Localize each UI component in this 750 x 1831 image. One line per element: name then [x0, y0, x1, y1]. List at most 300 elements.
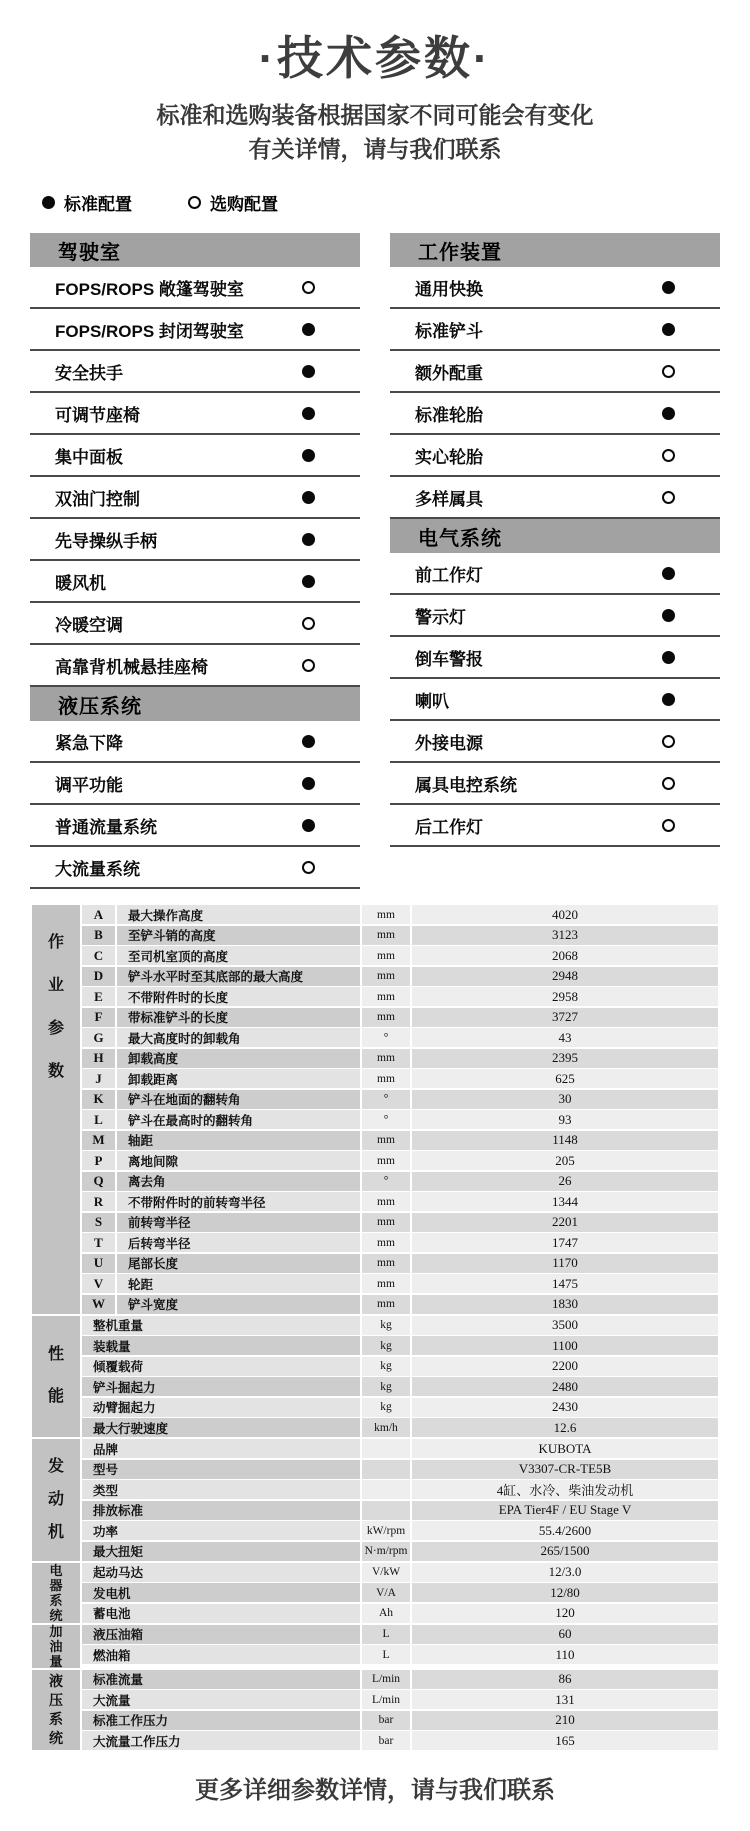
value-cell: 110: [412, 1645, 718, 1664]
table-row: [82, 1090, 718, 1109]
table-row: [82, 1583, 718, 1602]
spec-group-label-char: 器: [49, 1577, 63, 1593]
spec-group-label: [32, 1439, 80, 1561]
feature-item-label: 高靠背机械悬挂座椅: [55, 657, 208, 677]
feature-item-label: 双油门控制: [55, 489, 140, 509]
unit-cell: mm: [362, 1274, 410, 1293]
parameter-name-cell: 前转弯半径: [117, 1213, 360, 1232]
parameter-name-cell: 排放标准: [82, 1501, 360, 1520]
parameter-name-cell: 类型: [82, 1480, 360, 1499]
unit-cell: °: [362, 1172, 410, 1191]
parameter-name-cell: 大流量工作压力: [82, 1731, 360, 1750]
spec-group-label-char: 参: [47, 1020, 64, 1037]
table-row: [82, 1110, 718, 1129]
parameter-name-cell: 倾覆载荷: [82, 1357, 360, 1376]
unit-cell: L/min: [362, 1690, 410, 1709]
unit-cell: mm: [362, 1069, 410, 1088]
parameter-name-cell: 标准工作压力: [82, 1711, 360, 1730]
parameter-name-cell: 发电机: [82, 1583, 360, 1602]
parameter-name-cell: 卸载高度: [117, 1049, 360, 1068]
spec-group-rows: [82, 1563, 718, 1623]
table-row: [82, 1690, 718, 1709]
table-row: [82, 1501, 718, 1520]
table-row: [82, 1645, 718, 1664]
unit-cell: mm: [362, 1049, 410, 1068]
value-cell: 4缸、水冷、柴油发动机: [412, 1480, 718, 1499]
spec-group: [32, 1563, 718, 1623]
unit-cell: kg: [362, 1377, 410, 1396]
feature-item: [30, 603, 360, 645]
spec-group-label-char: 液: [49, 1673, 63, 1690]
spec-group-label: [32, 1670, 80, 1751]
parameter-name-cell: 轴距: [117, 1131, 360, 1150]
spec-group-rows: [82, 905, 718, 1314]
parameter-name-cell: 铲斗水平时至其底部的最大高度: [117, 967, 360, 986]
dimension-letter-cell: W: [82, 1295, 115, 1314]
value-cell: 93: [412, 1110, 718, 1129]
table-row: [82, 1670, 718, 1689]
feature-item-label: 冷暖空调: [55, 615, 123, 635]
value-cell: 2201: [412, 1213, 718, 1232]
filled-circle-icon: [42, 196, 55, 209]
dimension-letter-cell: R: [82, 1192, 115, 1211]
table-row: [82, 1028, 718, 1047]
feature-item: [390, 267, 720, 309]
value-cell: 1475: [412, 1274, 718, 1293]
unit-cell: bar: [362, 1711, 410, 1730]
table-row: [82, 1460, 718, 1479]
parameter-name-cell: 最大高度时的卸载角: [117, 1028, 360, 1047]
value-cell: 2395: [412, 1049, 718, 1068]
feature-item-label: 标准轮胎: [415, 405, 483, 425]
unit-cell: °: [362, 1028, 410, 1047]
dimension-letter-cell: G: [82, 1028, 115, 1047]
page-footer: 更多详细参数详情，请与我们联系: [195, 1777, 555, 1804]
dimension-letter-cell: A: [82, 905, 115, 924]
feature-item: [30, 435, 360, 477]
parameter-name-cell: 离去角: [117, 1172, 360, 1191]
unit-cell: [362, 1439, 410, 1458]
table-row: [82, 1254, 718, 1273]
hollow-circle-icon: [662, 491, 675, 504]
spec-group-rows: [82, 1316, 718, 1438]
spec-group-label-char: 量: [49, 1653, 63, 1669]
value-cell: 12/80: [412, 1583, 718, 1602]
spec-group-label-char: 发: [47, 1457, 64, 1475]
table-row: [82, 1377, 718, 1396]
feature-item: [30, 267, 360, 309]
value-cell: 2948: [412, 967, 718, 986]
feature-item: [30, 847, 360, 889]
unit-cell: mm: [362, 1213, 410, 1232]
spec-group-label-char: 作: [47, 934, 64, 951]
unit-cell: Ah: [362, 1604, 410, 1623]
spec-group-label-char: 数: [47, 1063, 64, 1080]
feature-item: [30, 351, 360, 393]
filled-circle-icon: [662, 281, 675, 294]
feature-item: [390, 637, 720, 679]
parameter-name-cell: 铲斗宽度: [117, 1295, 360, 1314]
table-row: [82, 1398, 718, 1417]
unit-cell: N·m/rpm: [362, 1542, 410, 1561]
table-row: [82, 1480, 718, 1499]
table-row: [82, 1711, 718, 1730]
unit-cell: mm: [362, 1295, 410, 1314]
section-header: 电气系统: [390, 519, 720, 553]
unit-cell: [362, 1501, 410, 1520]
spec-group-label-char: 统: [49, 1607, 63, 1623]
spec-group-label-char: 统: [49, 1730, 63, 1747]
value-cell: 3500: [412, 1316, 718, 1335]
hollow-circle-icon: [302, 861, 315, 874]
feature-item-label: 暖风机: [55, 573, 106, 593]
feature-item-label: 外接电源: [415, 733, 483, 753]
table-row: [82, 1316, 718, 1335]
filled-circle-icon: [662, 323, 675, 336]
value-cell: 2068: [412, 946, 718, 965]
parameter-name-cell: 轮距: [117, 1274, 360, 1293]
spec-group-label-char: 性: [47, 1346, 64, 1364]
parameter-name-cell: 功率: [82, 1521, 360, 1540]
unit-cell: mm: [362, 946, 410, 965]
unit-cell: mm: [362, 1254, 410, 1273]
table-row: [82, 1625, 718, 1644]
feature-item: [390, 595, 720, 637]
value-cell: 1830: [412, 1295, 718, 1314]
value-cell: 205: [412, 1151, 718, 1170]
table-row: [82, 946, 718, 965]
filled-circle-icon: [302, 365, 315, 378]
feature-columns: [0, 233, 750, 889]
parameter-name-cell: 蓄电池: [82, 1604, 360, 1623]
filled-circle-icon: [302, 533, 315, 546]
table-row: [82, 1439, 718, 1458]
feature-item: [390, 721, 720, 763]
table-row: [82, 1233, 718, 1252]
value-cell: 86: [412, 1670, 718, 1689]
feature-column-left: [30, 233, 360, 889]
parameter-name-cell: 离地间隙: [117, 1151, 360, 1170]
unit-cell: mm: [362, 967, 410, 986]
parameter-name-cell: 至司机室顶的高度: [117, 946, 360, 965]
spec-group-label: [32, 1316, 80, 1438]
unit-cell: mm: [362, 1192, 410, 1211]
table-row: [82, 1192, 718, 1211]
parameter-name-cell: 最大扭矩: [82, 1542, 360, 1561]
table-row: [82, 1563, 718, 1582]
parameter-name-cell: 燃油箱: [82, 1645, 360, 1664]
parameter-name-cell: 整机重量: [82, 1316, 360, 1335]
feature-item-label: 喇叭: [415, 691, 449, 711]
spec-group-label: [32, 1563, 80, 1623]
filled-circle-icon: [302, 449, 315, 462]
dimension-letter-cell: U: [82, 1254, 115, 1273]
feature-item-label: 通用快换: [415, 279, 483, 299]
legend-standard: [42, 190, 132, 215]
unit-cell: bar: [362, 1731, 410, 1750]
unit-cell: kg: [362, 1316, 410, 1335]
value-cell: 3123: [412, 926, 718, 945]
feature-item-label: 可调节座椅: [55, 405, 140, 425]
table-row: [82, 987, 718, 1006]
spec-group-label-char: 电: [49, 1562, 63, 1578]
feature-item: [390, 477, 720, 519]
spec-group-rows: [82, 1439, 718, 1561]
feature-item-label: FOPS/ROPS 封闭驾驶室: [55, 321, 244, 341]
spec-group-label-char: 机: [47, 1523, 64, 1541]
spec-group-label-char: 业: [47, 977, 64, 994]
feature-item: [30, 561, 360, 603]
dimension-letter-cell: E: [82, 987, 115, 1006]
value-cell: 120: [412, 1604, 718, 1623]
dimension-letter-cell: C: [82, 946, 115, 965]
parameter-name-cell: 卸载距离: [117, 1069, 360, 1088]
value-cell: 131: [412, 1690, 718, 1709]
feature-item: [390, 309, 720, 351]
spec-group-label-char: 系: [49, 1711, 63, 1728]
value-cell: KUBOTA: [412, 1439, 718, 1458]
table-row: [82, 1131, 718, 1150]
filled-circle-icon: [662, 651, 675, 664]
feature-item-label: 实心轮胎: [415, 447, 483, 467]
parameter-name-cell: 品牌: [82, 1439, 360, 1458]
feature-item: [390, 435, 720, 477]
value-cell: 265/1500: [412, 1542, 718, 1561]
section-header: 工作装置: [390, 233, 720, 267]
feature-item: [30, 721, 360, 763]
value-cell: 60: [412, 1625, 718, 1644]
feature-item-label: 先导操纵手柄: [55, 531, 157, 551]
value-cell: 30: [412, 1090, 718, 1109]
hollow-circle-icon: [662, 735, 675, 748]
dimension-letter-cell: J: [82, 1069, 115, 1088]
filled-circle-icon: [302, 777, 315, 790]
unit-cell: mm: [362, 926, 410, 945]
unit-cell: °: [362, 1110, 410, 1129]
spec-group-rows: [82, 1625, 718, 1668]
table-row: [82, 1418, 718, 1437]
unit-cell: L: [362, 1625, 410, 1644]
value-cell: 2958: [412, 987, 718, 1006]
hollow-circle-icon: [302, 659, 315, 672]
parameter-name-cell: 尾部长度: [117, 1254, 360, 1273]
unit-cell: mm: [362, 1151, 410, 1170]
value-cell: 210: [412, 1711, 718, 1730]
dimension-letter-cell: L: [82, 1110, 115, 1129]
dimension-letter-cell: V: [82, 1274, 115, 1293]
feature-item-label: 普通流量系统: [55, 817, 157, 837]
parameter-name-cell: 带标准铲斗的长度: [117, 1008, 360, 1027]
unit-cell: mm: [362, 1131, 410, 1150]
feature-item: [390, 553, 720, 595]
table-row: [82, 1542, 718, 1561]
table-row: [82, 1008, 718, 1027]
spec-table: [32, 905, 718, 1750]
unit-cell: kW/rpm: [362, 1521, 410, 1540]
filled-circle-icon: [302, 735, 315, 748]
dimension-letter-cell: D: [82, 967, 115, 986]
feature-item-label: 前工作灯: [415, 565, 483, 585]
value-cell: 2200: [412, 1357, 718, 1376]
page-subtitle-1: 标准和选购装备根据国家不同可能会有变化: [156, 102, 594, 128]
filled-circle-icon: [662, 567, 675, 580]
parameter-name-cell: 不带附件时的长度: [117, 987, 360, 1006]
spec-group-label-char: 油: [49, 1638, 63, 1654]
parameter-name-cell: 最大操作高度: [117, 905, 360, 924]
page-title: ·技术参数·: [258, 32, 492, 84]
feature-item-label: 后工作灯: [415, 817, 483, 837]
dimension-letter-cell: H: [82, 1049, 115, 1068]
feature-item: [30, 477, 360, 519]
spec-group-label: [32, 1625, 80, 1668]
value-cell: 3727: [412, 1008, 718, 1027]
table-row: [82, 1604, 718, 1623]
feature-item-label: 多样属具: [415, 489, 483, 509]
feature-item: [390, 679, 720, 721]
parameter-name-cell: 大流量: [82, 1690, 360, 1709]
table-row: [82, 1213, 718, 1232]
value-cell: 1100: [412, 1336, 718, 1355]
dimension-letter-cell: M: [82, 1131, 115, 1150]
value-cell: 2480: [412, 1377, 718, 1396]
feature-item-label: 集中面板: [55, 447, 123, 467]
legend-optional-label: 选购配置: [210, 195, 278, 214]
filled-circle-icon: [302, 491, 315, 504]
hollow-circle-icon: [662, 777, 675, 790]
table-row: [82, 1357, 718, 1376]
feature-item: [390, 805, 720, 847]
filled-circle-icon: [662, 693, 675, 706]
spec-group-label-char: 加: [49, 1623, 63, 1639]
value-cell: 2430: [412, 1398, 718, 1417]
dimension-letter-cell: B: [82, 926, 115, 945]
feature-item-label: 额外配重: [415, 363, 483, 383]
value-cell: 12.6: [412, 1418, 718, 1437]
hollow-circle-icon: [302, 281, 315, 294]
dimension-letter-cell: P: [82, 1151, 115, 1170]
spec-group-label-char: 系: [49, 1592, 63, 1608]
parameter-name-cell: 型号: [82, 1460, 360, 1479]
table-row: [82, 967, 718, 986]
filled-circle-icon: [662, 609, 675, 622]
unit-cell: mm: [362, 987, 410, 1006]
value-cell: 625: [412, 1069, 718, 1088]
spec-group-label-char: 能: [47, 1388, 64, 1406]
filled-circle-icon: [662, 407, 675, 420]
feature-item: [30, 805, 360, 847]
dimension-letter-cell: F: [82, 1008, 115, 1027]
table-row: [82, 1049, 718, 1068]
unit-cell: °: [362, 1090, 410, 1109]
table-row: [82, 1521, 718, 1540]
value-cell: 12/3.0: [412, 1563, 718, 1582]
feature-item: [30, 763, 360, 805]
filled-circle-icon: [302, 575, 315, 588]
spec-group: [32, 1316, 718, 1438]
parameter-name-cell: 最大行驶速度: [82, 1418, 360, 1437]
legend: [42, 190, 750, 215]
unit-cell: [362, 1480, 410, 1499]
feature-item-label: 安全扶手: [55, 363, 123, 383]
feature-item-label: 属具电控系统: [415, 775, 517, 795]
table-row: [82, 1336, 718, 1355]
feature-item: [30, 645, 360, 687]
spec-group: [32, 1625, 718, 1668]
spec-group-label: [32, 905, 80, 1314]
feature-item-label: 紧急下降: [55, 733, 123, 753]
feature-item-label: 大流量系统: [55, 859, 140, 879]
unit-cell: mm: [362, 1233, 410, 1252]
value-cell: 1747: [412, 1233, 718, 1252]
value-cell: 26: [412, 1172, 718, 1191]
parameter-name-cell: 后转弯半径: [117, 1233, 360, 1252]
value-cell: V3307-CR-TE5B: [412, 1460, 718, 1479]
table-row: [82, 905, 718, 924]
feature-item: [390, 393, 720, 435]
dimension-letter-cell: Q: [82, 1172, 115, 1191]
spec-group-label-char: 压: [49, 1692, 63, 1709]
parameter-name-cell: 铲斗在地面的翻转角: [117, 1090, 360, 1109]
feature-item-label: 标准铲斗: [415, 321, 483, 341]
section-header: 驾驶室: [30, 233, 360, 267]
feature-item: [30, 393, 360, 435]
value-cell: 1170: [412, 1254, 718, 1273]
unit-cell: L/min: [362, 1670, 410, 1689]
table-row: [82, 1069, 718, 1088]
value-cell: 1148: [412, 1131, 718, 1150]
legend-standard-label: 标准配置: [64, 195, 132, 214]
dimension-letter-cell: K: [82, 1090, 115, 1109]
filled-circle-icon: [302, 819, 315, 832]
value-cell: 43: [412, 1028, 718, 1047]
unit-cell: [362, 1460, 410, 1479]
feature-item-label: 调平功能: [55, 775, 123, 795]
table-row: [82, 1274, 718, 1293]
parameter-name-cell: 标准流量: [82, 1670, 360, 1689]
hollow-circle-icon: [662, 819, 675, 832]
dimension-letter-cell: S: [82, 1213, 115, 1232]
table-row: [82, 1295, 718, 1314]
unit-cell: kg: [362, 1398, 410, 1417]
spec-group: [32, 905, 718, 1314]
unit-cell: kg: [362, 1336, 410, 1355]
feature-item-label: 倒车警报: [415, 649, 483, 669]
parameter-name-cell: 铲斗在最高时的翻转角: [117, 1110, 360, 1129]
feature-item-label: 警示灯: [415, 607, 466, 627]
unit-cell: km/h: [362, 1418, 410, 1437]
unit-cell: V/kW: [362, 1563, 410, 1582]
feature-item-label: FOPS/ROPS 敞篷驾驶室: [55, 279, 244, 299]
parameter-name-cell: 液压油箱: [82, 1625, 360, 1644]
page-subtitle-2: 有关详情，请与我们联系: [248, 136, 502, 162]
filled-circle-icon: [302, 407, 315, 420]
unit-cell: L: [362, 1645, 410, 1664]
feature-item: [30, 309, 360, 351]
parameter-name-cell: 动臂掘起力: [82, 1398, 360, 1417]
value-cell: EPA Tier4F / EU Stage V: [412, 1501, 718, 1520]
table-row: [82, 1151, 718, 1170]
hollow-circle-icon: [662, 365, 675, 378]
unit-cell: V/A: [362, 1583, 410, 1602]
feature-column-right: [390, 233, 720, 847]
value-cell: 165: [412, 1731, 718, 1750]
spec-group: [32, 1670, 718, 1751]
feature-item: [30, 519, 360, 561]
legend-optional: [188, 190, 278, 215]
spec-group-label-char: 动: [47, 1490, 64, 1508]
unit-cell: kg: [362, 1357, 410, 1376]
value-cell: 4020: [412, 905, 718, 924]
